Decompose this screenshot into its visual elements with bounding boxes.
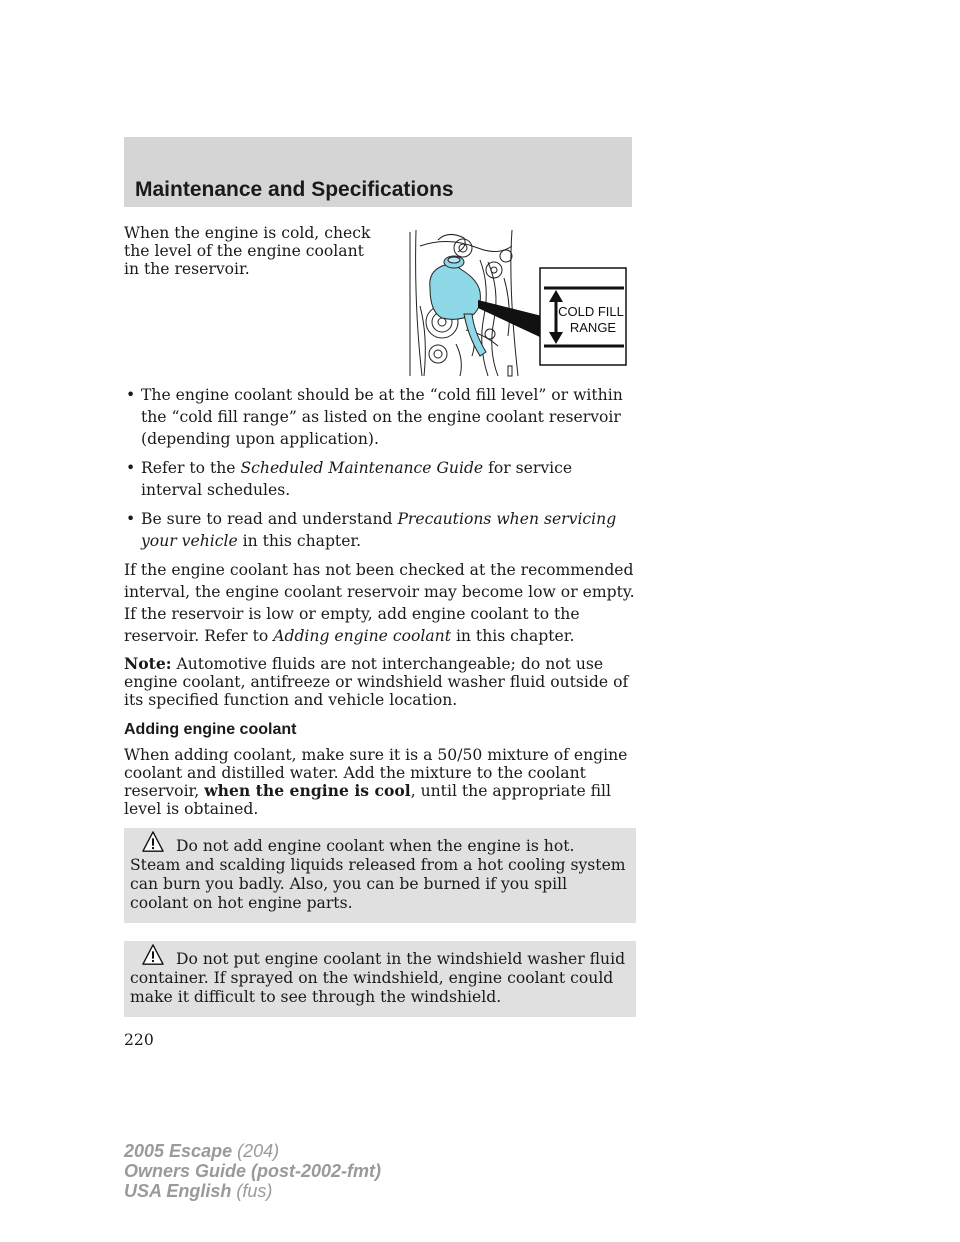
warning-icon <box>142 831 164 853</box>
intro-paragraph: When the engine is cold, check the level of the engine coolant in the reservoir. <box>124 224 371 278</box>
warning-icon <box>142 944 164 966</box>
warning-text: Do not add engine coolant when the engine is hot. Steam and scalding liquids released from a hot cooling system can burn you badly. Also, you can be burned if you spill coolant on hot engine parts. <box>130 837 626 912</box>
document-footer: 2005 Escape (204) Owners Guide (post-2002-fmt) USA English (fus) <box>124 1141 382 1201</box>
cold-fill-label: COLD FILL <box>558 304 624 319</box>
warning-box <box>124 828 636 923</box>
low-coolant-paragraph: If the engine coolant has not been checked at the recommended interval, the engine coolant reservoir may become low or empty. If the reservoir is low or empty, add engine coolant to the reservoir. Refer to Adding engine coolant in this chapter. <box>124 561 635 645</box>
warning-box <box>124 941 636 1017</box>
warning-text: Do not put engine coolant in the windshield washer fluid container. If sprayed on the windshield, engine coolant could make it difficult to see through the windshield. <box>130 950 626 1006</box>
range-label: RANGE <box>569 320 617 335</box>
list-item: • The engine coolant should be at the “cold fill level” or within the “cold fill range” as listed on the engine coolant reservoir (depending upon application). <box>126 386 623 448</box>
note-paragraph: Note: Automotive fluids are not interchangeable; do not use engine coolant, antifreeze or windshield washer fluid outside of its specified function and vehicle location. <box>124 654 629 709</box>
page-number: 220 <box>124 1031 154 1049</box>
list-item: • Refer to the Scheduled Maintenance Guide for service interval schedules. <box>126 459 573 499</box>
list-item: • Be sure to read and understand Precautions when servicing your vehicle in this chapter. <box>126 510 617 550</box>
coolant-check-list <box>124 384 636 552</box>
page-body <box>124 224 636 1056</box>
section-title: Maintenance and Specifications <box>135 178 454 201</box>
adding-coolant-heading: Adding engine coolant <box>124 721 297 738</box>
adding-coolant-paragraph: When adding coolant, make sure it is a 50/50 mixture of engine coolant and distilled water. Add the mixture to the coolant reservoir, when the engine is cool, until the appropriate fill level is obtained. <box>124 746 628 818</box>
